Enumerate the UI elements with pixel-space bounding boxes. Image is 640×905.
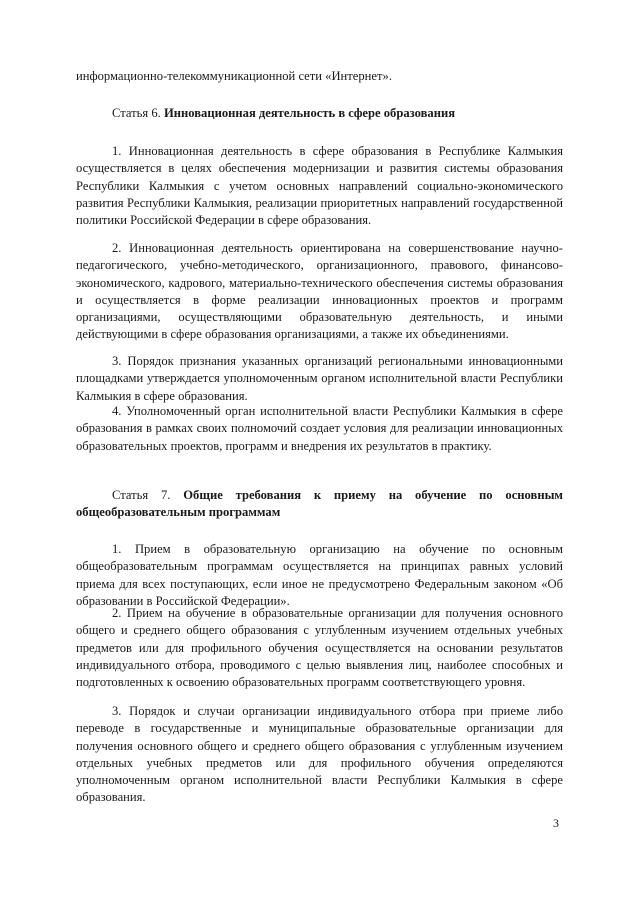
article-7-paragraph: 2. Прием на обучение в образовательные организации для получения основного общего и среднего общего образования с углубленным изучением отдельных учебных предметов или для профильного обучения осуществляется на основании результатов индивидуального отбора, проводимого с целью выявления лиц, наиболее способных и подготовленных к освоению образовательных программ соответствующего уровня. bbox=[76, 606, 563, 690]
article-7-prefix: Статья 7. bbox=[112, 488, 184, 502]
article-6-prefix: Статья 6. bbox=[112, 106, 164, 120]
page-number: 3 bbox=[553, 816, 559, 830]
article-7-title: Общие требования к приему на обучение по основным общеобразовательным программам bbox=[76, 488, 563, 520]
article-6-paragraph: 3. Порядок признания указанных организаций региональными инновационными площадками утверждается уполномоченным органом исполнительной власти Республики Калмыкия в сфере образования. bbox=[76, 354, 563, 403]
article-6-paragraph: 4. Уполномоченный орган исполнительной власти Республики Калмыкия в сфере образования в рамках своих полномочий создает условия для реализации инновационных образовательных проектов, программ и внедрения их результатов в практику. bbox=[76, 404, 563, 453]
article-6-paragraph: 1. Инновационная деятельность в сфере образования в Республике Калмыкия осуществляется в целях обеспечения модернизации и развития системы образования Республики Калмыкия с учетом основных направлений социально-экономического развития Республики Калмыкия, реализации приоритетных направлений государственной политики Российской Федерации в сфере образования. bbox=[76, 144, 563, 228]
article-6-paragraph: 2. Инновационная деятельность ориентирована на совершенствование научно-педагогического, учебно-методического, организационного, правового, финансово-экономического, кадрового, материально-технического обеспечения системы образования и осуществляется в форме реализации инновационных проектов и программ организациями, осуществляющими образовательную деятельность, и иными действующими в сфере образования организациями, а также их объединениями. bbox=[76, 241, 563, 342]
article-6-heading bbox=[76, 105, 563, 122]
article-6-title: Инновационная деятельность в сфере образования bbox=[163, 106, 456, 120]
article-7-heading bbox=[76, 487, 563, 522]
article-7-paragraph: 1. Прием в образовательную организацию на обучение по основным общеобразовательным программам осуществляется на принципах равных условий приема для всех поступающих, если иное не предусмотрено Федеральным законом «Об образовании в Российской Федерации». bbox=[76, 542, 563, 608]
article-7-paragraph: 3. Порядок и случаи организации индивидуального отбора при приеме либо переводе в государственные и муниципальные образовательные организации для получения основного общего и среднего общего образования с углубленным изучением отдельных учебных предметов или для профильного обучения определяются уполномоченным органом исполнительной власти Республики Калмыкия в сфере образования. bbox=[76, 704, 563, 805]
continuation-line: информационно-телекоммуникационной сети «Интернет». bbox=[76, 69, 392, 83]
